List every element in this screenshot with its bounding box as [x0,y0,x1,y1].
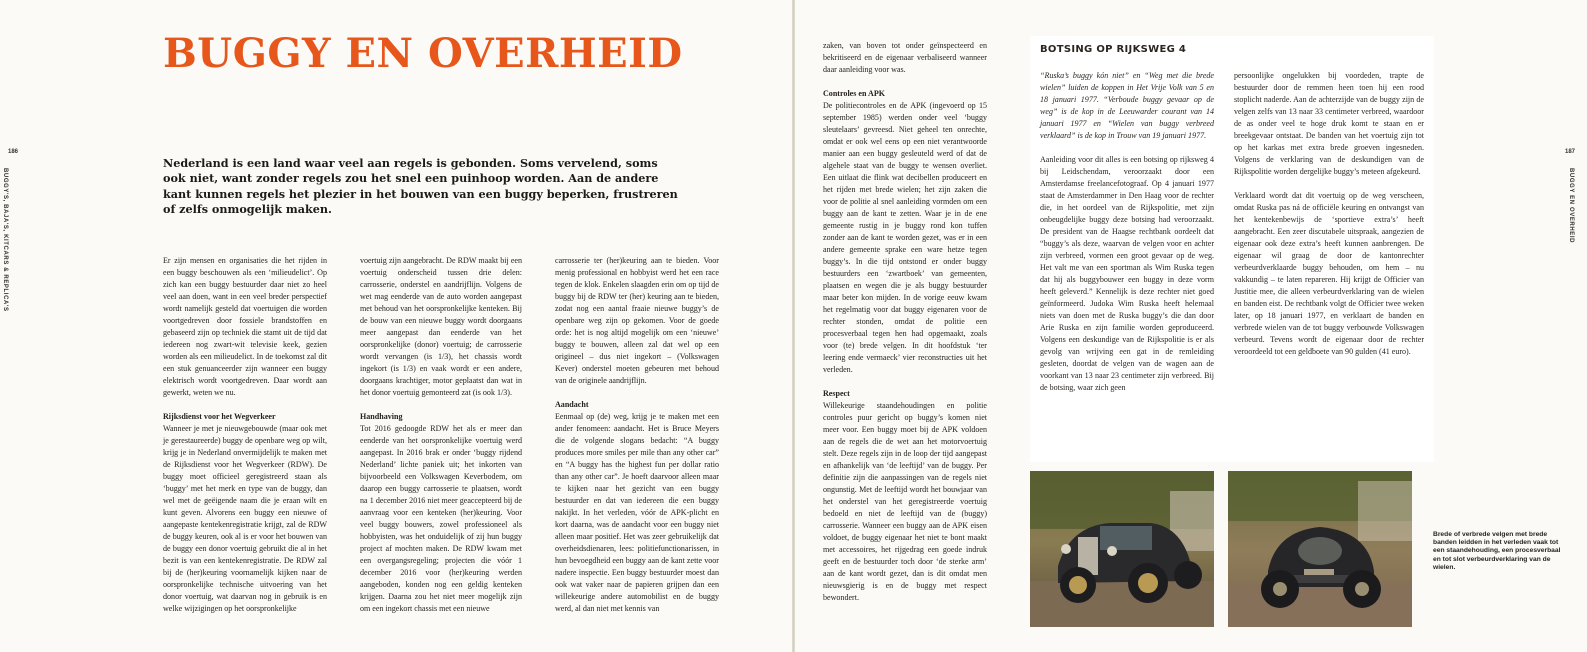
paragraph: Verklaard wordt dat dit voertuig op de weg verscheen, omdat Ruska pas ná de officiële keuring en ontvangst van het kentekenbewijs de ‘sportieve extra’s’ heeft aangebracht. Een zeer discutabele uitspraak, aangezien de eigenaar ook deze extra’s heeft kunnen aanbrengen. De eigenaar wil graag de door de kantonrechter verbeurdverklaarde buggy behouden, om hem – nu vakkundig – te laten repareren. Hij krijgt de Officier van Justitie mee, die alleen verbeurdverklaring van de wielen en banden eist. De rechtbank volgt de Officier twee weken later, op 18 januari 1977, en verklaart de banden en verbrede wielen van de tot buggy verbouwde Volkswagen verbeurd. Tevens wordt de eigenaar door de rechter veroordeeld tot een geldboete van 90 gulden (41 euro). [1234,191,1424,356]
section-heading: Handhaving [360,412,403,421]
section-heading: Controles en APK [823,89,885,98]
sidebar-heading: BOTSING OP RIJKSWEG 4 [1040,44,1187,55]
sidebar-box [1030,36,1434,462]
buggy-photo-front [1030,471,1214,627]
buggy-photo-rear [1228,471,1412,627]
page-number-left: 186 [8,149,19,155]
sidebar-column-2 [1234,70,1424,358]
paragraph: Aanleiding voor dit alles is een botsing op rijksweg 4 bij Leidschendam, veroorzaakt door een Amsterdamse freelancefotograaf. Op 4 januari 1977 staat de Amsterdammer in Den Haag voor de rechter die, in het oordeel van de Rijkspolitie, met zijn onbeugdelijke buggy deze botsing had veroorzaakt. De president van de Haagse rechtbank oordeelt dat “buggy’s als deze, waarvan de velgen voor en achter zijn verbreed, vormen een groot gevaar op de weg. Het valt me van een sportman als Wim Ruska tegen dat hij als buggybouwer een buggy in deze vorm heeft geleverd.” Kennelijk is deze rechter niet goed geïnformeerd. Judoka Wim Ruska heeft helemaal niets van doen met de Ruska buggy’s die dan door Arie Ruska en zijn familie worden geproduceerd. Volgens een deskundige van de Rijkspolitie is er als gevolg van wrijving een gat in de remleiding gesleten, doordat de velgen van de wagen aan de voorkant van 13 naar 23 centimeter zijn verbreed. Bij de botsing, waar zich geen [1040,155,1214,392]
paragraph: Er zijn mensen en organisaties die het rijden in een buggy beschouwen als een ‘milieudelict’. Op zich kan een buggy bestuurder daar niet zo heel veel aan doen, want in een veel breder perspectief wordt namelijk gesteld dat voertuigen die worden voortgedreven door fossiele brandstoffen en gebaseerd zijn op techniek die stamt uit de tijd dat iedereen nog zwart-wit televisie keek, gezien worden als een milieudelict. In de toekomst zal dit een stuk genuanceerder zijn wanneer een buggy elektrisch wordt voortgedreven. Daar wordt aan gewerkt, weten we nu. [163,256,327,397]
paragraph: carrosserie ter (her)keuring aan te bieden. Voor menig professional en hobbyist werd het een race tegen de klok. Enkelen slaagden erin om op tijd de buggy bij de RDW ter (her) keuring aan te bieden, zodat nog een aantal fraaie nieuwe buggy’s de openbare weg zijn op gekomen. Voor de goede orde: het is nog altijd mogelijk om een ‘nieuwe’ buggy te bouwen, alleen zal dat wel op een origineel – dus niet ingekort – (Volkswagen Kever) onderstel moeten gebeuren met behoud van de originele aandrijflijn. [555,256,719,385]
column-3 [555,255,719,615]
section-heading: Rijksdienst voor het Wegverkeer [163,412,276,421]
section-heading: Respect [823,389,850,398]
section-heading: Aandacht [555,400,589,409]
paragraph: zaken, van boven tot onder geïnspecteerd en bekritiseerd en de eigenaar verbaliseerd wanneer daar aanleiding voor was. [823,41,987,74]
page-gutter [792,0,795,652]
paragraph: Tot 2016 gedoogde RDW het als er meer dan eenderde van het oorspronkelijke voertuig werd aangepast. In 2016 brak er onder ‘buggy rijdend Nederland’ lichte paniek uit; het inkorten van bijvoorbeeld een Volkswagen Keverbodem, om daarop een buggy carrosserie te plaatsen, wordt na 1 december 2016 niet meer geaccepteerd bij de aanvraag voor een kenteken (her)keuring. Voor veel buggy bouwers, zowel professioneel als hobbyisten, was het onduidelijk of zij hun buggy project af mochten maken. De RDW kwam met een overgangsregeling; projecten die vóór 1 december 2016 voor (her)keuring werden aangeboden, konden nog een geldig kenteken krijgen. Daarna zou het niet meer mogelijk zijn om een ingekort chassis met een nieuwe [360,424,522,613]
article-title: BUGGY EN OVERHEID [163,30,683,77]
running-head-right: BUGGY EN OVERHEID [1568,168,1574,244]
sidebar-column-1 [1040,70,1214,394]
paragraph: Willekeurige staandehoudingen en politie controles puur gericht op buggy’s komen niet meer voor. Een buggy moet bij de APK voldoen aan de regels die de wet aan het motorvoertuig stelt. Deze regels zijn in de loop der tijd aangepast en afhankelijk van ‘de leeftijd’ van de buggy. Per definitie zijn die aanpassingen van de regels niet ongunstig. Met de leeftijd wordt het bouwjaar van het onderstel van het geregistreerde voertuig bedoeld en niet de leeftijd van de (buggy) carrosserie. Wanneer een buggy aan de APK eisen voldoet, de buggy eigenaar het niet te bont maakt met accessoires, het rijgedrag een goede indruk geeft en de bestuurder toch door ‘de sterke arm’ aan de kant wordt gezet, dan is dit omdat men nieuwsgierig is en de buggy met respect bewondert. [823,401,987,602]
paragraph: voertuig zijn aangebracht. De RDW maakt bij een voertuig onderscheid tussen drie delen: carrosserie, onderstel en aandrijflijn. Volgens de wet mag eenderde van de auto worden aangepast met behoud van het oorspronkelijke kenteken. Bij de bouw van een nieuwe buggy wordt doorgaans meer aangepast dan eenderde van het oorspronkelijke (donor) voertuig; de carrosserie wordt vervangen (is 1/3), het chassis wordt ingekort (is 1/3) en vaak wordt er een andere, doorgaans krachtiger, motor geplaatst dan wat in het donor voertuig gemonteerd zat (is ook 1/3). [360,256,522,397]
paragraph: De politiecontroles en de APK (ingevoerd op 15 september 1985) werden onder veel ‘buggy sleutelaars’ gevreesd. Niet geheel ten onrechte, omdat er ook wel eens op een niet verantwoorde manier aan een buggy gesleuteld werd of dat de algehele staat van de buggy te wensen overliet. Een uitlaat die flink wat decibellen produceert en het rijden met brede wielen; het zijn zaken die voor de politie al snel aanleiding vormden om een buggy aan de kant te zetten. Waar je in de ene gemeente rustig in je buggy rond kon tuffen zonder aan de kant te worden gezet, was er in een andere gemeente sprake een ware hetze tegen buggy’s. In die tijd ontstond er onder buggy bestuurders een ‘zwartboek’ van gemeenten, plaatsen en wegen die je als buggy bestuurder maar beter kon mijden. In de vorige eeuw kwam het regelmatig voor dat buggy eigenaren voor de rechter stonden, omdat de politie een procesverbaal tegen hen had opgemaakt, zoals voor (te) brede velgen. In dit hoofdstuk ‘ter leering ende vermaeck’ vier reconstructies uit het verleden. [823,101,987,374]
column-1 [163,255,327,615]
intro-paragraph: Nederland is een land waar veel aan regels is gebonden. Soms vervelend, soms ook niet, want zonder regels zou het snel een puinhoop worden. Aan de andere kant kunnen regels het plezier in het bouwen van een buggy beperken, frustreren of zelfs onmogelijk maken. [163,156,678,217]
running-head-left: BUGGY'S, BAJA'S, KITCARS & REPLICA'S [2,168,8,312]
paragraph: persoonlijke ongelukken bij voordeden, trapte de bestuurder door de remmen heen toen hij een rood stoplicht naderde. Aan de achterzijde van de buggy zijn de velgen zelfs van 13 naar 33 centimeter verbreed, waardoor de as onder veel te hoge druk komt te staan en er breekgevaar ontstaat. De banden van het voertuig zijn tot op het karkas met extra brede groeven ingesneden. Volgens de verklaring van de deskundigen van de Rijkspolitie worden dergelijke buggy’s meteen afgekeurd. [1234,71,1424,176]
paragraph: Wanneer je met je nieuwgebouwde (maar ook met je gerestaureerde) buggy de openbare weg op wilt, krijg je in Nederland onvermijdelijk te maken met de Rijksdienst voor het Wegverkeer (RDW). De buggy moet officieel geregistreerd staan als ‘buggy’ met het merk en type van de buggy, dan wel met de geëigende naam die je eraan wilt en kunt geven. Alvorens een buggy een nieuwe of aangepaste kentekenregistratie krijgt, zal de RDW de buggy keuren, ook al is er voor het bouwen van de buggy een donor voertuig gebruikt die al in het bezit is van een kentekenregistratie. De RDW zal bij de (her)keuring voornamelijk kijken naar de oorspronkelijke technische uitvoering van het donor voertuig, wat daarvan nog in gebruik is en welke wijzigingen op het oorspronkelijke [163,424,327,613]
paragraph: Eenmaal op (de) weg, krijg je te maken met een ander fenomeen: aandacht. Het is Bruce Meyers die de volgende slogans bedacht: “A buggy produces more smiles per mile than any other car” en “A buggy has the highest fun per dollar ratio than any other car”. Je hoeft daarvoor alleen maar te kijken naar het gezicht van een buggy bestuurder en dat van iedereen die een buggy nakijkt. In het verleden, vóór de APK-plicht en kort daarna, was de aandacht voor een buggy niet alleen maar positief. Het was zeer gebruikelijk dat overheidsdienaren, lees: politiefunctionarissen, in hun bevoegdheid een buggy aan de kant zette voor nadere inspectie. Een buggy bestuurder moest dan ook wat vaker naar de papieren grijpen dan een willekeurige andere automobilist en de buggy werd, al dan niet met kennis van [555,412,719,613]
column-4 [823,40,987,604]
photo-caption: Brede of verbrede velgen met brede banden leidden in het verleden vaak tot een staandehouding, een procesverbaal en tot slot verbeurdverklaring van de wielen. [1433,531,1561,571]
column-2 [360,255,522,615]
paragraph: “Ruska’s buggy kón niet” en “Weg met die brede wielen” luiden de koppen in Het Vrije Volk van 5 en 18 januari 1977. “Verboude buggy gevaar op de weg” is de kop in de Leeuwarder courant van 14 januari 1977 en “Wielen van buggy verbreed verklaard” is de kop in Trouw van 19 januari 1977. [1040,71,1214,140]
page-number-right: 187 [1565,149,1576,155]
